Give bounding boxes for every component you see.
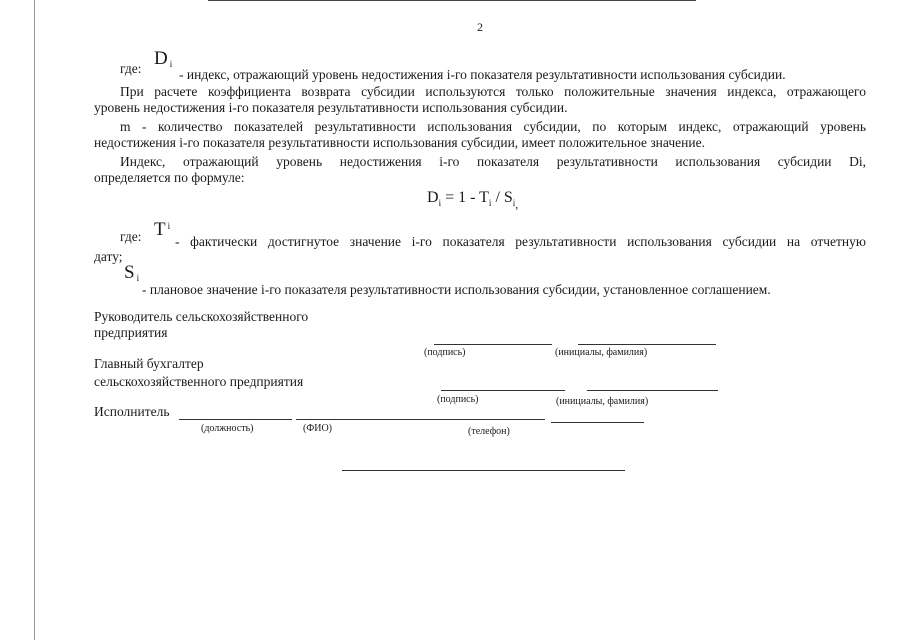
formula-t-sub: i bbox=[488, 198, 492, 208]
para1-symbol bbox=[154, 49, 172, 74]
executor-label: Исполнитель bbox=[94, 404, 170, 419]
para4-line2: определяется по формуле: bbox=[94, 170, 245, 185]
accountant-name-line bbox=[587, 390, 718, 391]
para6-symbol-sub: i bbox=[136, 273, 140, 283]
accountant-sign-caption: (подпись) bbox=[437, 394, 479, 405]
executor-position-caption: (должность) bbox=[201, 423, 254, 434]
accountant-title-line1: Главный бухгалтер bbox=[94, 356, 204, 371]
para2-line2: уровень недостижения i-го показателя результативности использования субсидии. bbox=[94, 100, 568, 115]
para6-symbol-letter: S bbox=[124, 262, 135, 283]
para5-line2: дату; bbox=[94, 249, 123, 264]
formula-slash: / S bbox=[491, 189, 513, 206]
executor-fio-caption: (ФИО) bbox=[303, 423, 333, 434]
head-name-line bbox=[578, 344, 716, 345]
para1-prefix: где: bbox=[120, 61, 142, 76]
head-title-line1: Руководитель сельскохозяйственного bbox=[94, 309, 309, 324]
para1-text: - индекс, отражающий уровень недостижения i-го показателя результативности использования субсидии. bbox=[179, 67, 786, 82]
page-number: 2 bbox=[477, 20, 483, 34]
accountant-sign-line bbox=[441, 390, 565, 391]
para6-text: - плановое значение i-го показателя результативности использования субсидии, установленное соглашением. bbox=[142, 282, 771, 297]
para6-symbol bbox=[124, 263, 139, 288]
para5-line1: - фактически достигнутое значение i-го показателя результативности использования субсидии на отчетную bbox=[175, 234, 866, 249]
head-title-line2: предприятия bbox=[94, 325, 168, 340]
bottom-separator-line bbox=[342, 470, 625, 471]
para5-prefix: где: bbox=[120, 229, 142, 244]
para5-symbol bbox=[154, 216, 170, 240]
executor-fio-line bbox=[296, 419, 545, 420]
formula-d-sub: i bbox=[438, 198, 442, 208]
formula-d: D bbox=[427, 189, 439, 206]
left-edge-line bbox=[34, 0, 35, 640]
accountant-name-caption: (инициалы, фамилия) bbox=[556, 396, 649, 407]
head-sign-line bbox=[434, 344, 552, 345]
para1-symbol-letter: D bbox=[154, 48, 168, 69]
para1-symbol-sub: i bbox=[169, 59, 173, 69]
formula bbox=[427, 188, 518, 214]
formula-s-sub: i bbox=[512, 198, 516, 208]
head-sign-caption: (подпись) bbox=[424, 347, 466, 358]
executor-position-line bbox=[179, 419, 292, 420]
para3-line2: недостижения i-го показателя результативности использования субсидии, имеет положительное значение. bbox=[94, 135, 705, 150]
head-name-caption: (инициалы, фамилия) bbox=[555, 347, 648, 358]
formula-mid: = 1 - T bbox=[441, 189, 489, 206]
para2-line1: При расчете коэффициента возврата субсидии используются только положительные значения индекса, отражающего bbox=[120, 84, 866, 99]
executor-phone-caption: (телефон) bbox=[468, 426, 510, 437]
accountant-title-line2: сельскохозяйственного предприятия bbox=[94, 374, 304, 389]
formula-end: , bbox=[515, 197, 519, 211]
top-edge-line bbox=[208, 0, 696, 1]
para4-line1: Индекс, отражающий уровень недостижения i-го показателя результативности использования субсидии Di, bbox=[120, 154, 866, 169]
para5-symbol-letter: T bbox=[154, 219, 166, 240]
para5-symbol-sub: i bbox=[167, 221, 171, 231]
para3-line1: m - количество показателей результативности использования субсидии, по которым индекс, отражающий уровень bbox=[120, 119, 866, 134]
executor-phone-line bbox=[551, 422, 644, 423]
